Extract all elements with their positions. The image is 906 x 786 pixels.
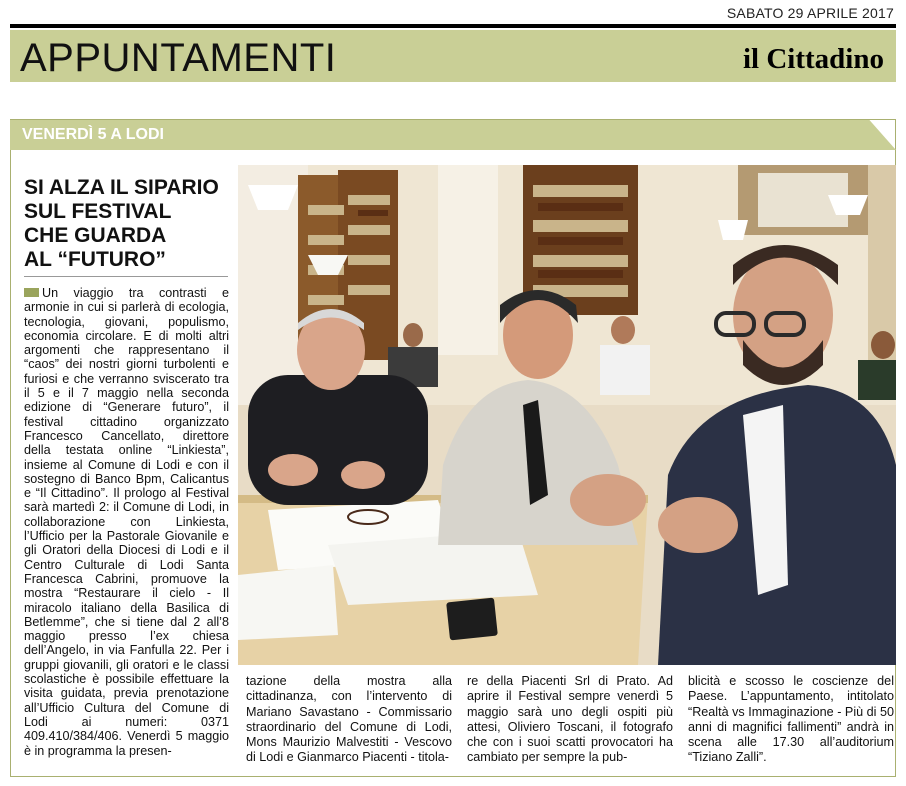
page-date: SABATO 29 APRILE 2017	[726, 5, 894, 21]
article-headline: SI ALZA IL SIPARIO SUL FESTIVAL CHE GUARDA AL “FUTURO”	[24, 176, 219, 271]
headline-rule	[24, 276, 228, 277]
newspaper-logo: il Cittadino	[743, 43, 884, 75]
article-photo	[238, 165, 896, 665]
article-column-1	[24, 286, 229, 764]
article-column-3: re della Piacenti Srl di Prato. Ad aprire il Festival sempre venerdì 5 maggio sarà uno degli ospiti più attesi, Oliviero Toscani, il fotografo che con i suoi scatti provocatori ha cambiato per sempre la pub-	[467, 674, 673, 765]
kicker-label: VENERDÌ 5 A LODI	[22, 126, 164, 143]
paragraph-marker	[24, 288, 39, 297]
section-title: APPUNTAMENTI	[20, 36, 337, 80]
article-column-1-text: Un viaggio tra contrasti e armonie in cui si parlerà di ecologia, tecnologia, giovani, populismo, economia circolare. E di molti altri argomenti che rappresentano il “caos” dei nostri giorni turbolenti e furiosi e che verranno sviscerato tra il 5 e il 7 maggio nella seconda edizione di “Generare futuro”, il festival cittadino organizzato Francesco Cancellato, direttore della testata online “Linkiesta”, insieme al Comune di Lodi e con il sostegno di Banco Bpm, Calicantus e “Il Cittadino”. Il prologo al Festival sarà martedì 2: il Comune di Lodi, in collaborazione con Linkiesta, l’Ufficio per la Pastorale Giovanile e gli Oratori della Diocesi di Lodi e il Centro Culturale di Lodi Santa Francesca Cabrini, promuove la mostra “Restaurare il cielo - Il miracolo italiano della Basilica di Betlemme”, che si tiene dal 2 all’8 maggio presso l’ex chiesa dell’Angelo, in via Fanfulla 22. Per i gruppi giovanili, gli oratori e le classi scolastiche è possibile effettuare la visita guidata, previa prenotazione all’Ufficio Cultura del Comune di Lodi ai numeri: 0371 409.410/384/406. Venerdì 5 maggio è in programma la presen-	[24, 286, 229, 758]
article-column-2: tazione della mostra alla cittadinanza, con l’intervento di Mariano Savastano - Commissario straordinario del Comune di Lodi, Mons Maurizio Malvestiti - Vescovo di Lodi e Gianmarco Piacenti - titola-	[246, 674, 452, 765]
top-rule	[10, 24, 896, 28]
article-column-4: blicità e scosso le coscienze del Paese. L’appuntamento, intitolato “Realtà vs Immaginazione - Più di 50 anni di magnifici fallimenti” andrà in scena alle 17.30 all’auditorium “Tiziano Zalli”.	[688, 674, 894, 765]
